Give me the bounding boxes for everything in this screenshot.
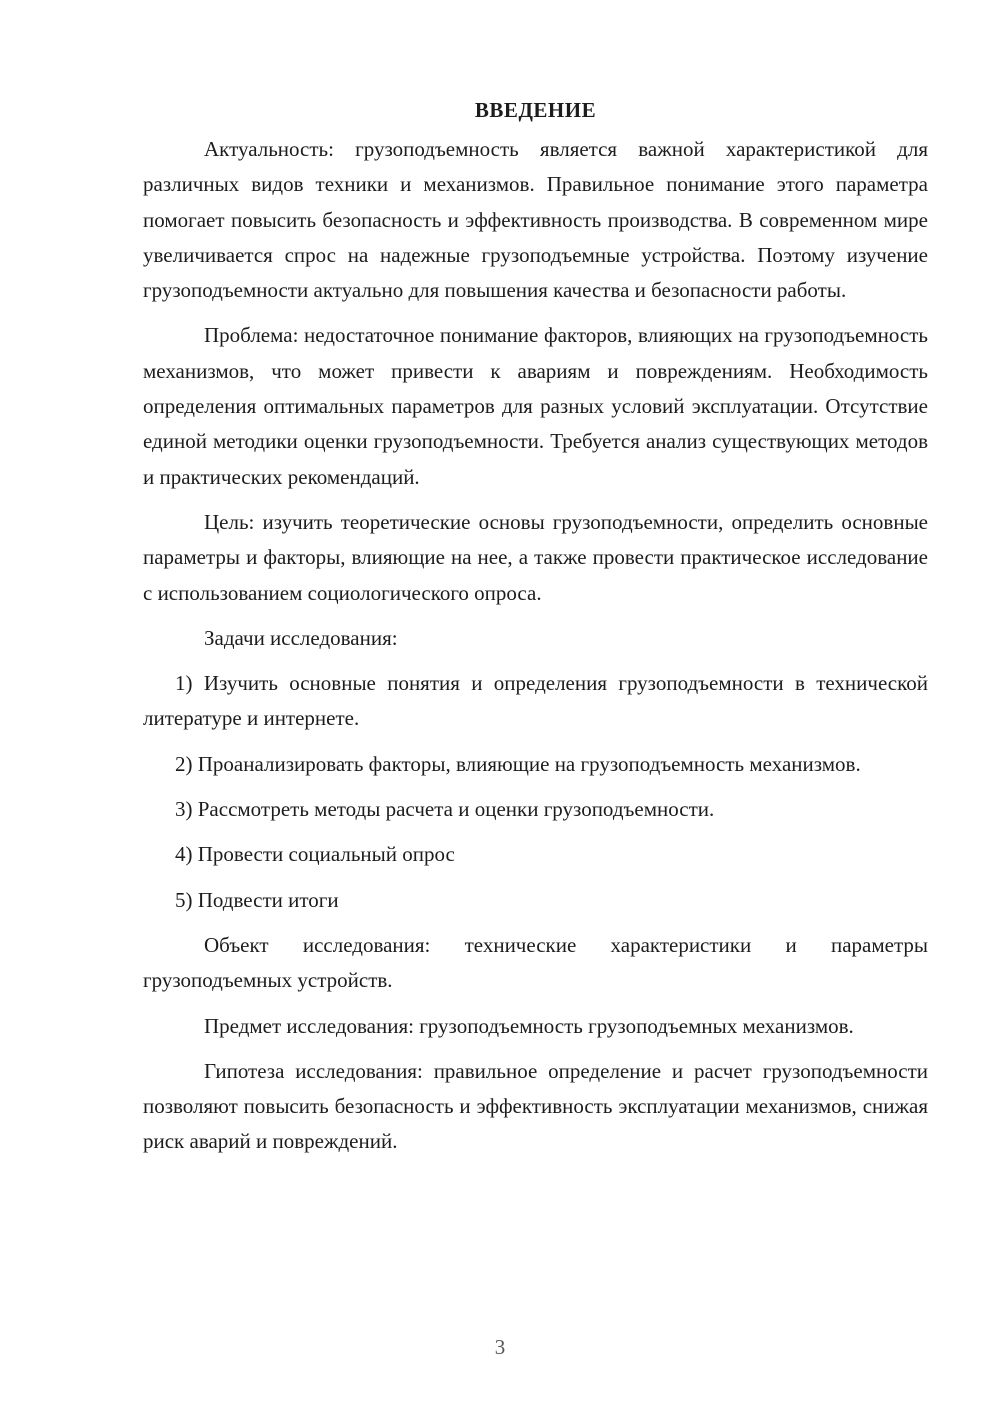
paragraph-relevance: Актуальность: грузоподъемность является важной характеристикой для различных видов техники и механизмов. Правильное понимание этого параметра помогает повысить безопасность и эффективность производства. В современном мире увеличивается спрос на надежные грузоподъемные устройства. Поэтому изучение грузоподъемности актуально для повышения качества и безопасности работы. (143, 137, 928, 303)
task-item-5: 5) Подвести итоги (175, 887, 339, 912)
task-item-2: 2) Проанализировать факторы, влияющие на грузоподъемность механизмов. (175, 751, 861, 776)
paragraph-object: Объект исследования: технические характеристики и параметры грузоподъемных устройств. (143, 932, 928, 993)
task-item-3: 3) Рассмотреть методы расчета и оценки грузоподъемности. (175, 797, 715, 822)
section-title: ВВЕДЕНИЕ (474, 98, 597, 122)
document-page (143, 96, 928, 1170)
tasks-heading: Задачи исследования: (204, 625, 398, 650)
paragraph-subject: Предмет исследования: грузоподъемность грузоподъемных механизмов. (204, 1013, 854, 1038)
task-item-1: 1) Изучить основные понятия и определения грузоподъемности в технической литературе и интернете. (143, 671, 928, 731)
paragraph-goal: Цель: изучить теоретические основы грузоподъемности, определить основные параметры и факторы, влияющие на нее, а также провести практическое исследование с использованием социологического опроса. (143, 509, 928, 605)
paragraph-problem: Проблема: недостаточное понимание факторов, влияющих на грузоподъемность механизмов, что может привести к авариям и повреждениям. Необходимость определения оптимальных параметров для разных условий эксплуатации. Отсутствие единой методики оценки грузоподъемности. Требуется анализ существующих методов и практических рекомендаций. (143, 323, 928, 489)
page-number: 3 (494, 1335, 506, 1359)
paragraph-hypothesis: Гипотеза исследования: правильное определение и расчет грузоподъемности позволяют повысить безопасность и эффективность эксплуатации механизмов, снижая риск аварий и повреждений. (143, 1058, 928, 1154)
task-item-4: 4) Провести социальный опрос (175, 842, 455, 867)
